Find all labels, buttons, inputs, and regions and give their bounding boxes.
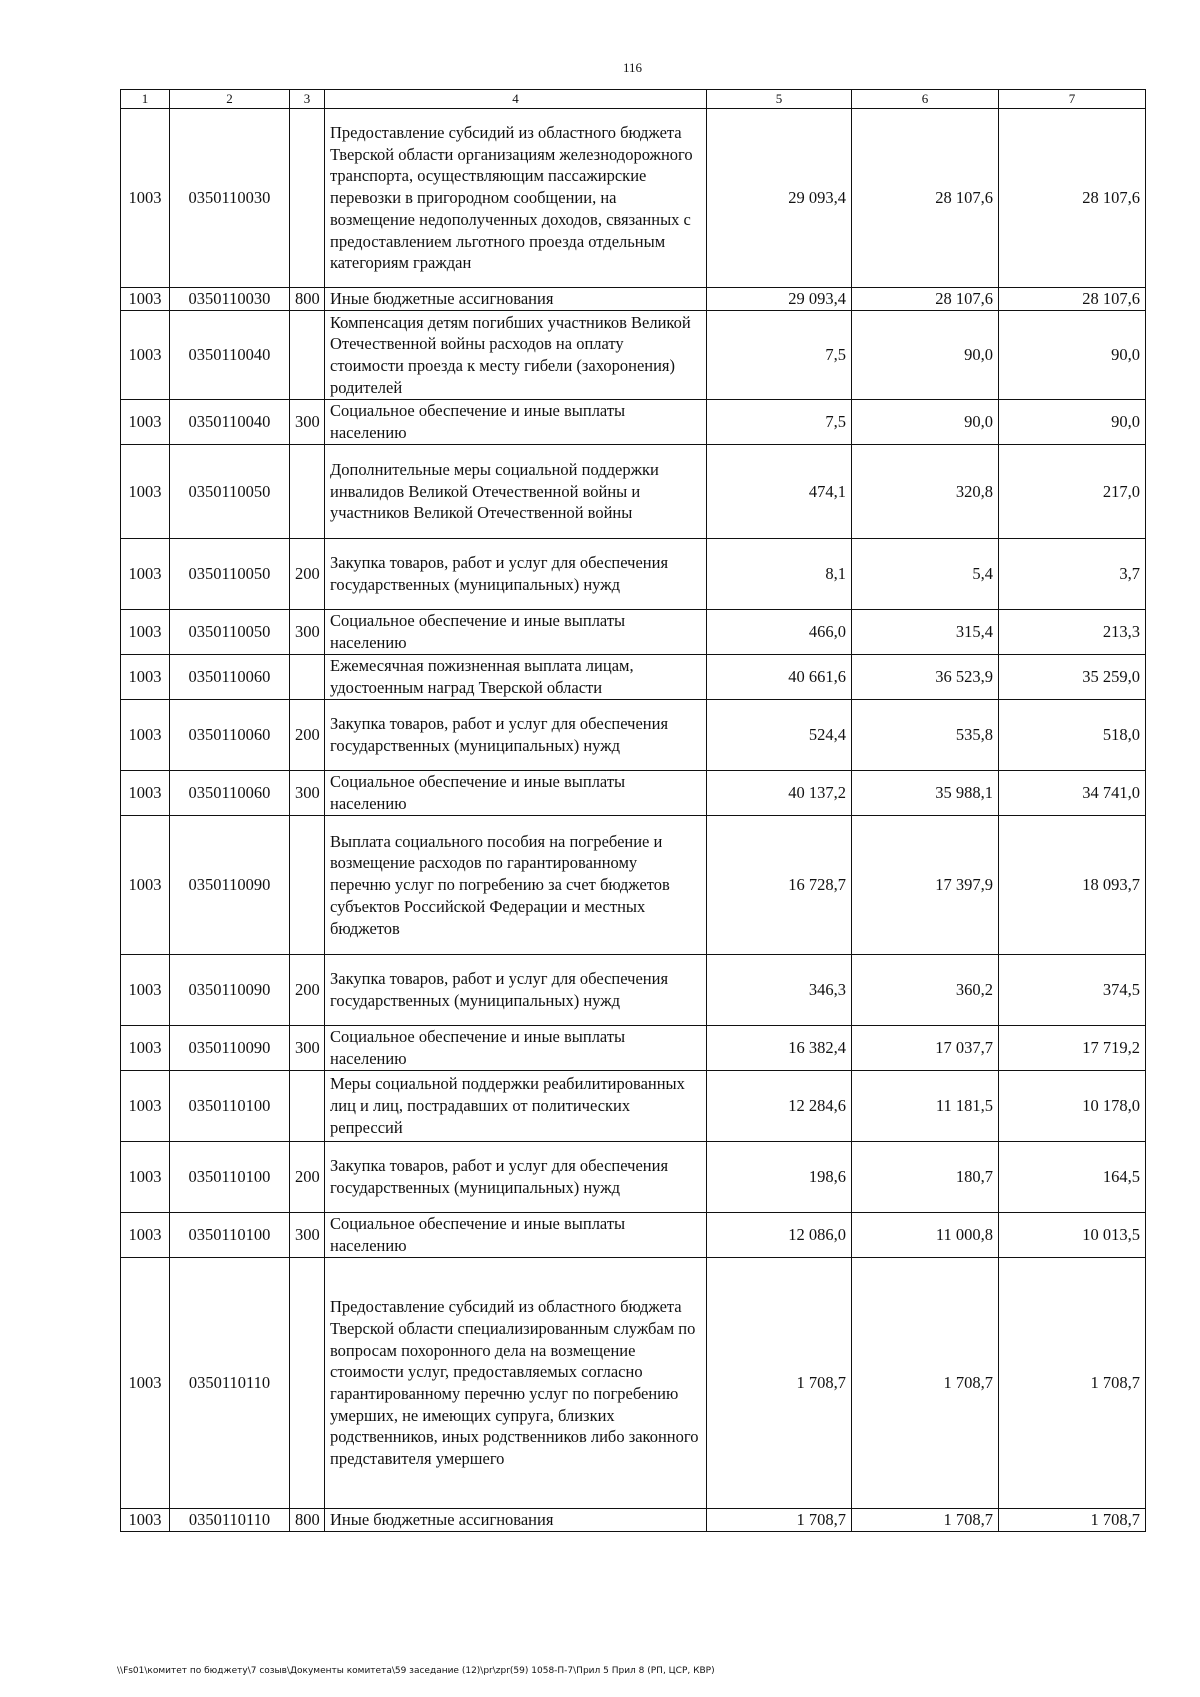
item-name: Закупка товаров, работ и услуг для обеспечения государственных (муниципальных) нужд bbox=[325, 1142, 707, 1213]
amount-col-5: 40 661,6 bbox=[707, 655, 852, 700]
amount-col-7: 28 107,6 bbox=[999, 109, 1146, 288]
target-article: 0350110100 bbox=[170, 1213, 290, 1258]
expense-type bbox=[290, 1258, 325, 1509]
target-article: 0350110110 bbox=[170, 1258, 290, 1509]
item-name: Компенсация детям погибших участников Великой Отечественной войны расходов на оплату стоимости проезда к месту гибели (захоронения) родителей bbox=[325, 311, 707, 400]
amount-col-7: 34 741,0 bbox=[999, 771, 1146, 816]
table-row bbox=[121, 109, 1146, 288]
amount-col-5: 12 284,6 bbox=[707, 1071, 852, 1142]
expense-type: 300 bbox=[290, 400, 325, 445]
expense-type bbox=[290, 1071, 325, 1142]
section-code: 1003 bbox=[121, 1071, 170, 1142]
target-article: 0350110110 bbox=[170, 1509, 290, 1532]
table-row bbox=[121, 610, 1146, 655]
amount-col-7: 90,0 bbox=[999, 311, 1146, 400]
expense-type: 800 bbox=[290, 288, 325, 311]
section-code: 1003 bbox=[121, 816, 170, 955]
item-name: Предоставление субсидий из областного бюджета Тверской области специализированным службам по вопросам похоронного дела на возмещение стоимости услуг, предоставляемых согласно гарантированному перечню услуг по погребению умерших, не имеющих супруга, близких родственников, иных родственников либо законного представителя умершего bbox=[325, 1258, 707, 1509]
amount-col-6: 535,8 bbox=[852, 700, 999, 771]
amount-col-5: 29 093,4 bbox=[707, 109, 852, 288]
amount-col-5: 466,0 bbox=[707, 610, 852, 655]
target-article: 0350110050 bbox=[170, 610, 290, 655]
target-article: 0350110040 bbox=[170, 400, 290, 445]
column-header-4: 4 bbox=[325, 90, 707, 109]
section-code: 1003 bbox=[121, 1026, 170, 1071]
amount-col-7: 10 178,0 bbox=[999, 1071, 1146, 1142]
table-row bbox=[121, 1071, 1146, 1142]
amount-col-6: 28 107,6 bbox=[852, 109, 999, 288]
amount-col-5: 7,5 bbox=[707, 311, 852, 400]
section-code: 1003 bbox=[121, 445, 170, 539]
section-code: 1003 bbox=[121, 1509, 170, 1532]
target-article: 0350110060 bbox=[170, 655, 290, 700]
item-name: Социальное обеспечение и иные выплаты населению bbox=[325, 771, 707, 816]
item-name: Социальное обеспечение и иные выплаты населению bbox=[325, 610, 707, 655]
amount-col-5: 346,3 bbox=[707, 955, 852, 1026]
target-article: 0350110090 bbox=[170, 1026, 290, 1071]
section-code: 1003 bbox=[121, 771, 170, 816]
amount-col-7: 17 719,2 bbox=[999, 1026, 1146, 1071]
amount-col-7: 213,3 bbox=[999, 610, 1146, 655]
table-row bbox=[121, 700, 1146, 771]
target-article: 0350110060 bbox=[170, 700, 290, 771]
expense-type bbox=[290, 311, 325, 400]
expense-type: 300 bbox=[290, 1213, 325, 1258]
amount-col-6: 90,0 bbox=[852, 311, 999, 400]
section-code: 1003 bbox=[121, 109, 170, 288]
target-article: 0350110090 bbox=[170, 955, 290, 1026]
section-code: 1003 bbox=[121, 311, 170, 400]
section-code: 1003 bbox=[121, 1258, 170, 1509]
item-name: Предоставление субсидий из областного бюджета Тверской области организациям железнодорожного транспорта, осуществляющим пассажирские перевозки в пригородном сообщении, на возмещение недополученных доходов, связанных с предоставлением льготного проезда отдельным категориям граждан bbox=[325, 109, 707, 288]
amount-col-5: 7,5 bbox=[707, 400, 852, 445]
amount-col-7: 3,7 bbox=[999, 539, 1146, 610]
column-header-3: 3 bbox=[290, 90, 325, 109]
amount-col-6: 320,8 bbox=[852, 445, 999, 539]
item-name: Иные бюджетные ассигнования bbox=[325, 1509, 707, 1532]
expense-type: 200 bbox=[290, 539, 325, 610]
section-code: 1003 bbox=[121, 700, 170, 771]
item-name: Ежемесячная пожизненная выплата лицам, удостоенным наград Тверской области bbox=[325, 655, 707, 700]
amount-col-6: 180,7 bbox=[852, 1142, 999, 1213]
table-row bbox=[121, 655, 1146, 700]
expense-type: 300 bbox=[290, 771, 325, 816]
amount-col-7: 1 708,7 bbox=[999, 1258, 1146, 1509]
amount-col-5: 40 137,2 bbox=[707, 771, 852, 816]
amount-col-6: 360,2 bbox=[852, 955, 999, 1026]
table-row bbox=[121, 445, 1146, 539]
amount-col-7: 90,0 bbox=[999, 400, 1146, 445]
table-row bbox=[121, 816, 1146, 955]
amount-col-7: 10 013,5 bbox=[999, 1213, 1146, 1258]
expense-type: 300 bbox=[290, 1026, 325, 1071]
amount-col-6: 36 523,9 bbox=[852, 655, 999, 700]
amount-col-7: 217,0 bbox=[999, 445, 1146, 539]
amount-col-7: 1 708,7 bbox=[999, 1509, 1146, 1532]
item-name: Социальное обеспечение и иные выплаты населению bbox=[325, 1213, 707, 1258]
amount-col-5: 524,4 bbox=[707, 700, 852, 771]
table-row bbox=[121, 1258, 1146, 1509]
amount-col-6: 1 708,7 bbox=[852, 1258, 999, 1509]
table-row bbox=[121, 288, 1146, 311]
amount-col-7: 18 093,7 bbox=[999, 816, 1146, 955]
footer-file-path: \\Fs01\комитет по бюджету\7 созыв\Документы комитета\59 заседание (12)\pr\zpr(59) 1058-П-7\Прил 5 Прил 8 (РП, ЦСР, КВР) bbox=[117, 1666, 715, 1676]
section-code: 1003 bbox=[121, 655, 170, 700]
column-header-5: 5 bbox=[707, 90, 852, 109]
target-article: 0350110030 bbox=[170, 288, 290, 311]
item-name: Социальное обеспечение и иные выплаты населению bbox=[325, 1026, 707, 1071]
section-code: 1003 bbox=[121, 1213, 170, 1258]
expense-type: 300 bbox=[290, 610, 325, 655]
item-name: Выплата социального пособия на погребение и возмещение расходов по гарантированному перечню услуг по погребению за счет бюджетов субъектов Российской Федерации и местных бюджетов bbox=[325, 816, 707, 955]
amount-col-7: 164,5 bbox=[999, 1142, 1146, 1213]
amount-col-6: 315,4 bbox=[852, 610, 999, 655]
column-header-6: 6 bbox=[852, 90, 999, 109]
page-number: 116 bbox=[622, 60, 643, 75]
target-article: 0350110050 bbox=[170, 539, 290, 610]
amount-col-7: 518,0 bbox=[999, 700, 1146, 771]
table-row bbox=[121, 1213, 1146, 1258]
expense-type: 800 bbox=[290, 1509, 325, 1532]
amount-col-5: 198,6 bbox=[707, 1142, 852, 1213]
table-row bbox=[121, 771, 1146, 816]
amount-col-6: 5,4 bbox=[852, 539, 999, 610]
target-article: 0350110030 bbox=[170, 109, 290, 288]
amount-col-7: 374,5 bbox=[999, 955, 1146, 1026]
table-row bbox=[121, 1026, 1146, 1071]
expense-type: 200 bbox=[290, 700, 325, 771]
item-name: Социальное обеспечение и иные выплаты населению bbox=[325, 400, 707, 445]
expense-type bbox=[290, 445, 325, 539]
expense-type: 200 bbox=[290, 1142, 325, 1213]
amount-col-6: 17 397,9 bbox=[852, 816, 999, 955]
item-name: Закупка товаров, работ и услуг для обеспечения государственных (муниципальных) нужд bbox=[325, 539, 707, 610]
item-name: Меры социальной поддержки реабилитированных лиц и лиц, пострадавших от политических репрессий bbox=[325, 1071, 707, 1142]
table-row bbox=[121, 1509, 1146, 1532]
column-number-row bbox=[121, 90, 1146, 109]
amount-col-6: 1 708,7 bbox=[852, 1509, 999, 1532]
section-code: 1003 bbox=[121, 955, 170, 1026]
budget-table bbox=[120, 89, 1146, 1532]
expense-type bbox=[290, 655, 325, 700]
amount-col-6: 35 988,1 bbox=[852, 771, 999, 816]
amount-col-5: 16 382,4 bbox=[707, 1026, 852, 1071]
column-header-1: 1 bbox=[121, 90, 170, 109]
item-name: Дополнительные меры социальной поддержки инвалидов Великой Отечественной войны и участников Великой Отечественной войны bbox=[325, 445, 707, 539]
item-name: Иные бюджетные ассигнования bbox=[325, 288, 707, 311]
target-article: 0350110090 bbox=[170, 816, 290, 955]
item-name: Закупка товаров, работ и услуг для обеспечения государственных (муниципальных) нужд bbox=[325, 955, 707, 1026]
table-row bbox=[121, 400, 1146, 445]
amount-col-5: 474,1 bbox=[707, 445, 852, 539]
amount-col-7: 35 259,0 bbox=[999, 655, 1146, 700]
item-name: Закупка товаров, работ и услуг для обеспечения государственных (муниципальных) нужд bbox=[325, 700, 707, 771]
amount-col-6: 90,0 bbox=[852, 400, 999, 445]
amount-col-5: 8,1 bbox=[707, 539, 852, 610]
amount-col-6: 17 037,7 bbox=[852, 1026, 999, 1071]
table-row bbox=[121, 955, 1146, 1026]
amount-col-5: 29 093,4 bbox=[707, 288, 852, 311]
amount-col-6: 11 000,8 bbox=[852, 1213, 999, 1258]
expense-type bbox=[290, 816, 325, 955]
expense-type bbox=[290, 109, 325, 288]
section-code: 1003 bbox=[121, 400, 170, 445]
target-article: 0350110050 bbox=[170, 445, 290, 539]
amount-col-6: 28 107,6 bbox=[852, 288, 999, 311]
table-row bbox=[121, 1142, 1146, 1213]
target-article: 0350110100 bbox=[170, 1071, 290, 1142]
section-code: 1003 bbox=[121, 539, 170, 610]
section-code: 1003 bbox=[121, 288, 170, 311]
amount-col-5: 12 086,0 bbox=[707, 1213, 852, 1258]
amount-col-6: 11 181,5 bbox=[852, 1071, 999, 1142]
table-row bbox=[121, 311, 1146, 400]
expense-type: 200 bbox=[290, 955, 325, 1026]
section-code: 1003 bbox=[121, 610, 170, 655]
target-article: 0350110040 bbox=[170, 311, 290, 400]
section-code: 1003 bbox=[121, 1142, 170, 1213]
target-article: 0350110060 bbox=[170, 771, 290, 816]
column-header-7: 7 bbox=[999, 90, 1146, 109]
table-row bbox=[121, 539, 1146, 610]
column-header-2: 2 bbox=[170, 90, 290, 109]
amount-col-5: 16 728,7 bbox=[707, 816, 852, 955]
amount-col-7: 28 107,6 bbox=[999, 288, 1146, 311]
amount-col-5: 1 708,7 bbox=[707, 1258, 852, 1509]
target-article: 0350110100 bbox=[170, 1142, 290, 1213]
amount-col-5: 1 708,7 bbox=[707, 1509, 852, 1532]
